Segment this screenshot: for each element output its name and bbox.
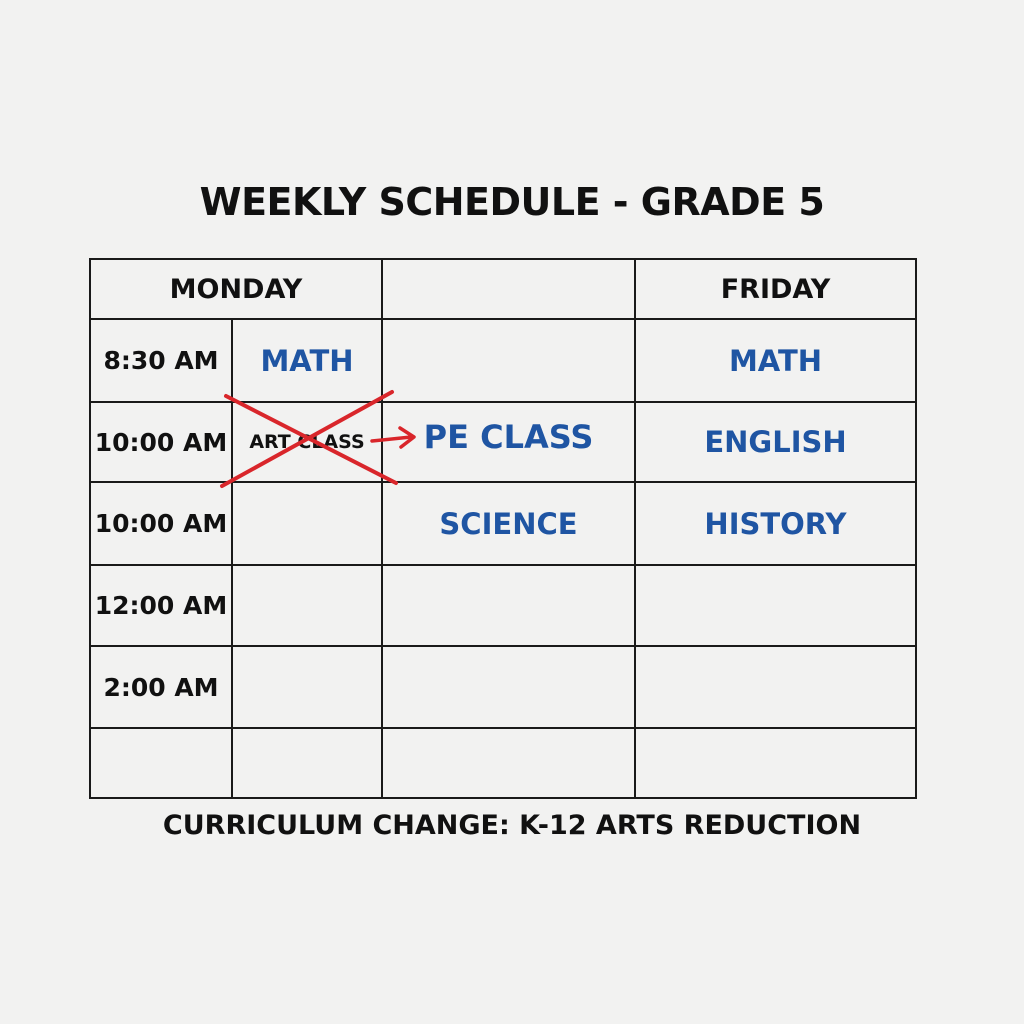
friday-subject-math: MATH — [728, 343, 823, 378]
header-friday: FRIDAY — [720, 273, 831, 305]
friday-subject-history: HISTORY — [704, 506, 847, 541]
monday-subject-math: MATH — [260, 343, 354, 378]
friday-subject-english: ENGLISH — [704, 425, 847, 459]
time-slot: 8:30 AM — [103, 346, 219, 375]
middle-subject-science: SCIENCE — [439, 506, 578, 541]
page-title: WEEKLY SCHEDULE - GRADE 5 — [199, 180, 825, 224]
time-slot: 2:00 AM — [103, 672, 219, 702]
header-monday: MONDAY — [169, 273, 303, 305]
arrow-shaft — [372, 437, 411, 441]
time-slot: 12:00 AM — [94, 591, 228, 620]
time-slot: 10:00 AM — [94, 509, 228, 538]
middle-subject-pe-class: PE CLASS — [423, 418, 594, 456]
monday-subject-art-class-struck: ART CLASS — [249, 431, 365, 453]
time-slot: 10:00 AM — [94, 427, 228, 457]
footer-caption: CURRICULUM CHANGE: K-12 ARTS REDUCTION — [162, 810, 862, 841]
